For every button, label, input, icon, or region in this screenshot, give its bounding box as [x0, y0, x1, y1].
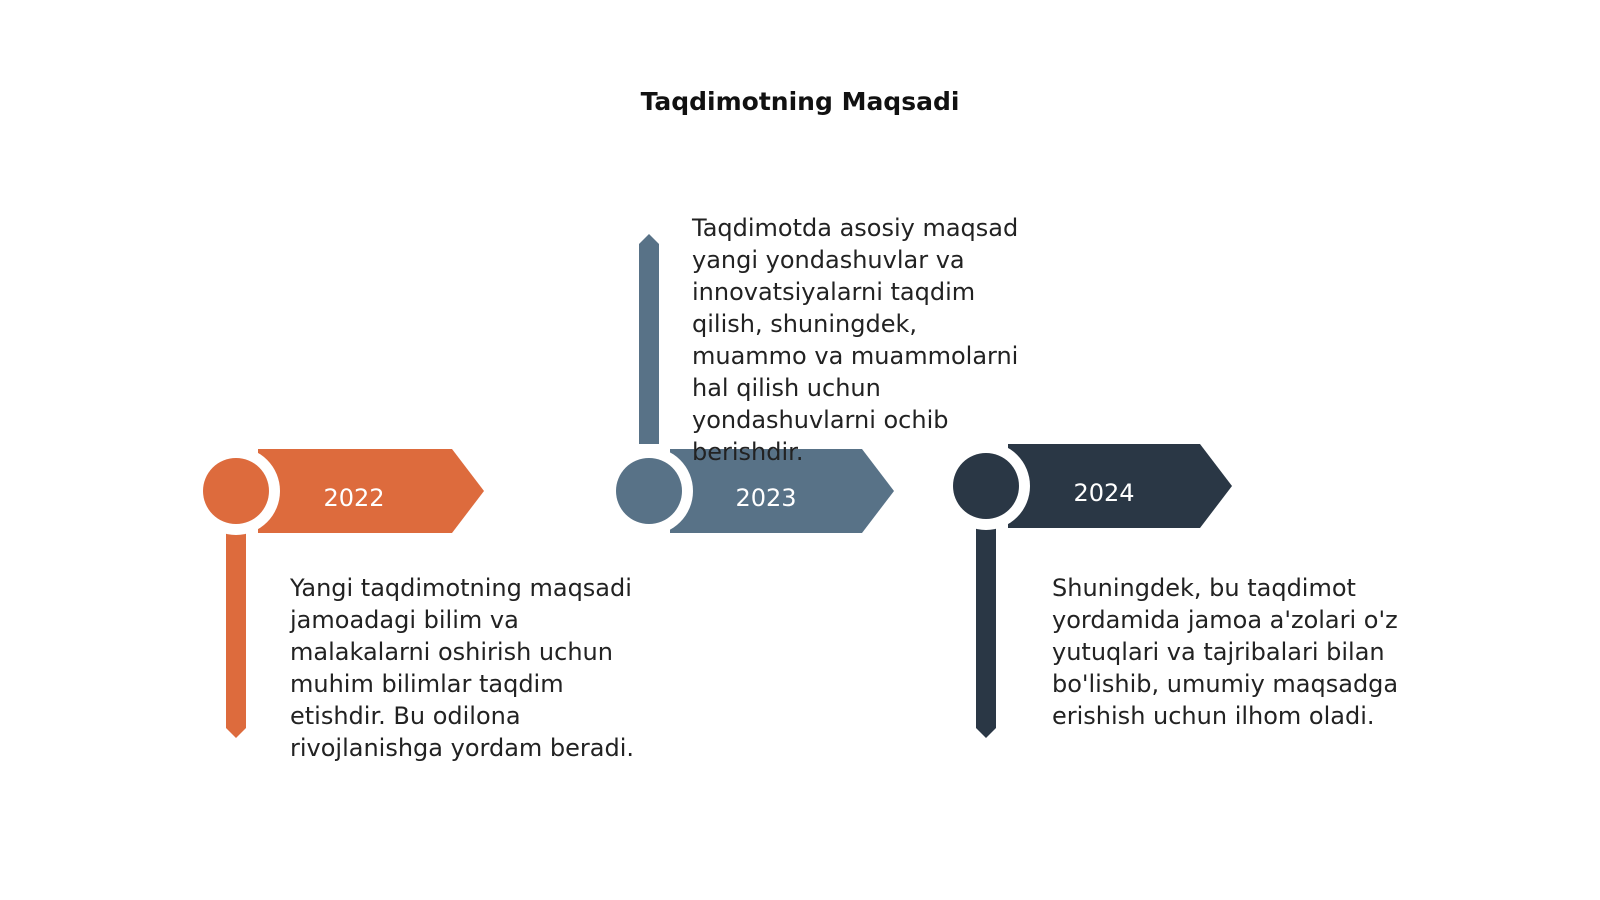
milestone-2022-description: Yangi taqdimotning maqsadi jamoadagi bilim va malakalarni oshirish uchun muhim bilimlar taqdim etishdir. Bu odilona rivojlanishga yordam beradi. [290, 574, 635, 762]
milestone-2024-year: 2024 [1073, 479, 1135, 507]
milestone-2022-year: 2022 [323, 484, 385, 512]
milestone-2023-stem-tip [639, 234, 659, 244]
milestone-2023-stem [639, 244, 659, 444]
milestone-2023-dot [616, 458, 682, 524]
milestone-2023-description: Taqdimotda asosiy maqsad yangi yondashuvlar va innovatsiyalarni taqdim qilish, shuningdek, muammo va muammolarni hal qilish uchun yondashuvlarni ochib berishdir. [692, 214, 1019, 466]
milestone-2022-stem-tip [226, 728, 246, 738]
milestone-2023-year: 2023 [735, 484, 797, 512]
page-title: Taqdimotning Maqsadi [640, 87, 960, 116]
milestone-2022-stem [226, 528, 246, 728]
milestone-2024-stem-tip [976, 728, 996, 738]
milestone-2024-stem [976, 528, 996, 728]
milestone-2022-dot [203, 458, 269, 524]
milestone-2024-description: Shuningdek, bu taqdimot yordamida jamoa a'zolari o'z yutuqlari va tajribalari bilan bo'lishib, umumiy maqsadga erishish uchun ilhom oladi. [1052, 574, 1399, 730]
